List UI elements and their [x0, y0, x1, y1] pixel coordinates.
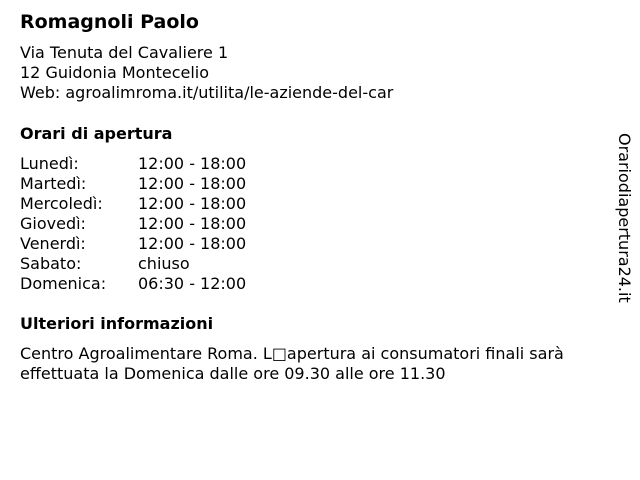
address-street: Via Tenuta del Cavaliere 1 [20, 43, 229, 62]
time-value: 12:00 - 18:00 [138, 174, 247, 193]
opening-hours-table [20, 154, 246, 294]
hours-row-friday [20, 234, 246, 254]
website-line [20, 83, 393, 103]
hours-row-tuesday [20, 174, 246, 194]
site-brand-watermark: Orariodiapertura24.it [615, 133, 634, 303]
address-block [20, 43, 393, 103]
hours-row-sunday [20, 274, 246, 294]
hours-row-wednesday [20, 194, 246, 214]
more-info-text: Centro Agroalimentare Roma. L□apertura ai consumatori finali sarà effettuata la Domenica dalle ore 09.30 alle ore 11.30 [20, 344, 564, 383]
day-label: Martedì: [20, 174, 87, 193]
time-value: chiuso [138, 254, 190, 273]
business-name: Romagnoli Paolo [20, 11, 199, 33]
address-city: 12 Guidonia Montecelio [20, 63, 210, 82]
day-label: Sabato: [20, 254, 82, 273]
more-info-heading: Ulteriori informazioni [20, 314, 214, 333]
hours-row-thursday [20, 214, 246, 234]
day-label: Giovedì: [20, 214, 86, 233]
time-value: 06:30 - 12:00 [138, 274, 247, 293]
day-label: Venerdì: [20, 234, 86, 253]
time-value: 12:00 - 18:00 [138, 154, 247, 173]
day-label: Lunedì: [20, 154, 79, 173]
time-value: 12:00 - 18:00 [138, 194, 247, 213]
day-label: Mercoledì: [20, 194, 103, 213]
website-link[interactable]: agroalimroma.it/utilita/le-aziende-del-car [65, 83, 394, 102]
website-label: Web: [20, 83, 61, 102]
day-label: Domenica: [20, 274, 107, 293]
opening-hours-heading: Orari di apertura [20, 124, 173, 143]
time-value: 12:00 - 18:00 [138, 214, 247, 233]
hours-row-saturday [20, 254, 246, 274]
time-value: 12:00 - 18:00 [138, 234, 247, 253]
hours-row-monday [20, 154, 246, 174]
